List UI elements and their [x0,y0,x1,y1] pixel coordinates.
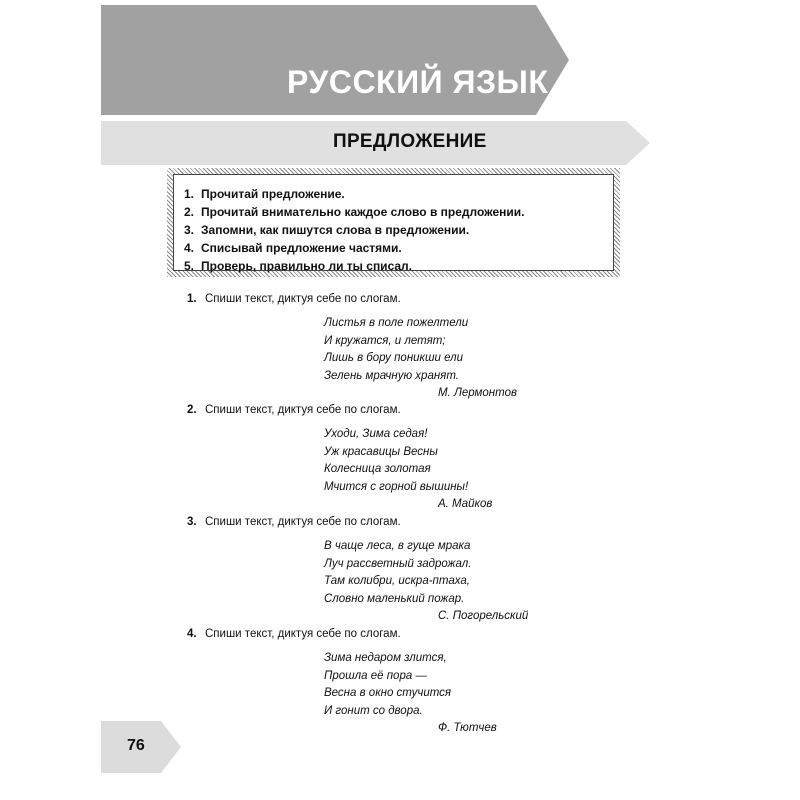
poem-line: И гонит со двора. [324,704,423,717]
exercise-instruction: Спиши текст, диктуя себе по слогам. [205,293,401,305]
rule-number: 1. [184,187,195,201]
rule-item [184,185,603,203]
exercise-instruction: Спиши текст, диктуя себе по слогам. [205,628,401,640]
rule-number: 2. [184,205,195,219]
poem-line: Там колибри, искра-птаха, [324,575,470,587]
exercise-number: 1. [187,293,197,305]
poem-line: Словно маленький пожар. [324,592,465,605]
poem-line: Прошла её пора — [324,669,427,682]
exercise-instruction: Спиши текст, диктуя себе по слогам. [205,516,401,528]
poem-line: Уходи, Зима седая! [324,428,428,440]
rules-list [173,174,614,271]
exercise-number: 3. [187,516,197,528]
rule-text: Запомни, как пишутся слова в предложении. [201,223,470,237]
exercise-2 [187,402,627,514]
rules-box [167,168,620,277]
rule-text: Прочитай внимательно каждое слово в предложении. [201,205,525,219]
exercise-heading [187,626,627,642]
poem-line: Мчится с горной вышины! [324,480,469,493]
poem [324,650,627,738]
poem-line: Зима недаром злится, [324,652,447,664]
exercise-heading [187,402,627,418]
poem-line: Лишь в бору поникши ели [324,352,463,364]
exercise-1 [187,291,627,403]
exercise-heading [187,291,627,307]
poem-line: Зелень мрачную хранят. [324,369,459,382]
poem [324,538,627,626]
poem [324,426,627,514]
exercise-instruction: Спиши текст, диктуя себе по слогам. [205,404,401,416]
poem-author: С. Погорельский [438,610,529,622]
rule-number: 5. [184,259,195,273]
subject-title: РУССКИЙ ЯЗЫК [287,64,549,100]
rule-item [184,257,603,275]
exercise-4 [187,626,627,738]
page-number: 76 [127,737,145,754]
rule-item [184,221,603,239]
poem-line: В чаще леса, в гуще мрака [324,540,471,552]
exercise-number: 2. [187,404,197,416]
rule-text: Прочитай предложение. [201,187,345,201]
rule-number: 4. [184,241,195,255]
section-title: ПРЕДЛОЖЕНИЕ [333,131,487,152]
poem-line: Колесница золотая [324,463,431,475]
book-page [101,0,701,800]
rule-item [184,239,603,257]
poem-line: Листья в поле пожелтели [324,317,469,329]
rule-text: Проверь, правильно ли ты списал. [201,259,413,273]
poem-author: Ф. Тютчев [438,722,497,734]
poem-author: А. Майков [438,498,493,510]
poem-line: Уж красавицы Весны [324,445,438,458]
rule-text: Списывай предложение частями. [201,241,402,255]
exercise-3 [187,514,627,626]
poem [324,315,627,403]
poem-line: Весна в окно стучится [324,687,452,699]
poem-author: М. Лермонтов [438,387,517,399]
rule-item [184,203,603,221]
poem-line: И кружатся, и летят; [324,334,446,347]
rule-number: 3. [184,223,195,237]
exercise-number: 4. [187,628,197,640]
exercise-heading [187,514,627,530]
poem-line: Луч рассветный задрожал. [324,557,472,570]
